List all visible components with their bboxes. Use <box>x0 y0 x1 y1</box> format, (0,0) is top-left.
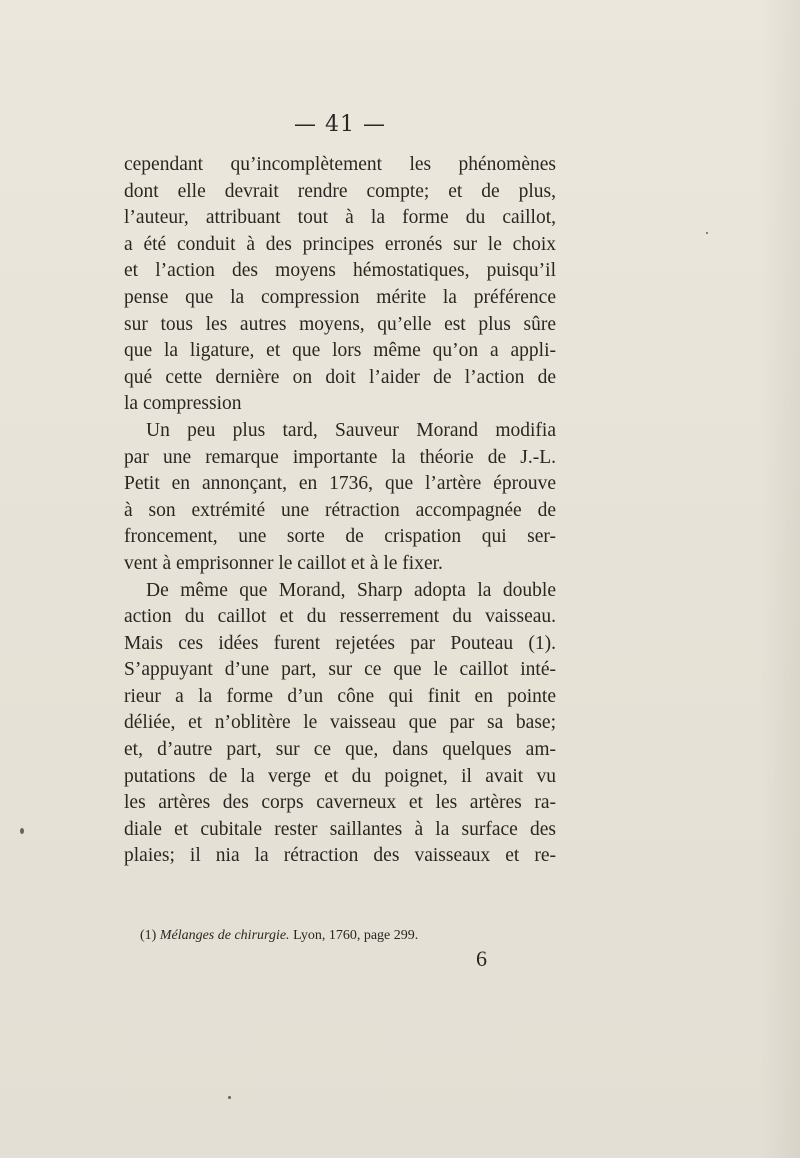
text-line: et l’action des moyens hémostatiques, puisqu’il <box>124 260 556 282</box>
text-line: et, d’autre part, sur ce que, dans quelques am- <box>124 739 556 761</box>
text-line: déliée, et n’oblitère le vaisseau que par sa base; <box>124 712 556 734</box>
text-line: la compression <box>124 393 242 415</box>
paper-speck <box>228 1096 231 1099</box>
text-line: froncement, une sorte de crispation qui ser- <box>124 526 556 548</box>
text-line: qué cette dernière on doit l’aider de l’action de <box>124 366 556 388</box>
text-line: putations de la verge et du poignet, il avait vu <box>124 765 556 787</box>
signature-mark: 6 <box>476 946 487 971</box>
text-line: S’appuyant d’une part, sur ce que le caillot inté- <box>124 659 556 681</box>
footnote <box>140 928 418 944</box>
text-line: à son extrémité une rétraction accompagnée de <box>124 499 556 521</box>
paper-speck <box>706 232 708 234</box>
text-line: Un peu plus tard, Sauveur Morand modifia <box>146 419 556 441</box>
text-line: cependant qu’incomplètement les phénomènes <box>124 154 556 175</box>
text-line: plaies; il nia la rétraction des vaisseaux et re- <box>124 845 556 867</box>
footnote-marker: (1) <box>140 928 157 943</box>
text-line: diale et cubitale rester saillantes à la surface des <box>124 818 556 840</box>
text-line: que la ligature, et que lors même qu’on a appli- <box>124 340 556 362</box>
text-line: dont elle devrait rendre compte; et de plus, <box>124 180 556 202</box>
page-edge-shade <box>760 0 800 1158</box>
body-text <box>124 152 556 870</box>
page-number-header: — 41 — <box>294 112 386 137</box>
text-line: Mais ces idées furent rejetées par Pouteau (1). <box>124 632 556 654</box>
paper-speck <box>20 828 24 834</box>
text-line: De même que Morand, Sharp adopta la double <box>146 579 556 601</box>
text-line: l’auteur, attribuant tout à la forme du caillot, <box>124 207 556 229</box>
text-line: vent à emprisonner le caillot et à le fixer. <box>124 552 443 574</box>
text-line: les artères des corps caverneux et les artères ra- <box>124 792 556 814</box>
text-line: pense que la compression mérite la préférence <box>124 286 556 308</box>
text-line: Petit en annonçant, en 1736, que l’artère éprouve <box>124 473 556 495</box>
footnote-title: Mélanges de chirurgie. <box>159 928 290 943</box>
text-line: rieur a la forme d’un cône qui finit en pointe <box>124 685 556 707</box>
footnote-citation: Lyon, 1760, page 299. <box>293 928 419 943</box>
text-line: par une remarque importante la théorie de J.-L. <box>124 446 556 468</box>
text-line: action du caillot et du resserrement du vaisseau. <box>124 606 556 628</box>
text-line: a été conduit à des principes erronés sur le choix <box>124 233 556 255</box>
text-line: sur tous les autres moyens, qu’elle est plus sûre <box>124 313 556 335</box>
